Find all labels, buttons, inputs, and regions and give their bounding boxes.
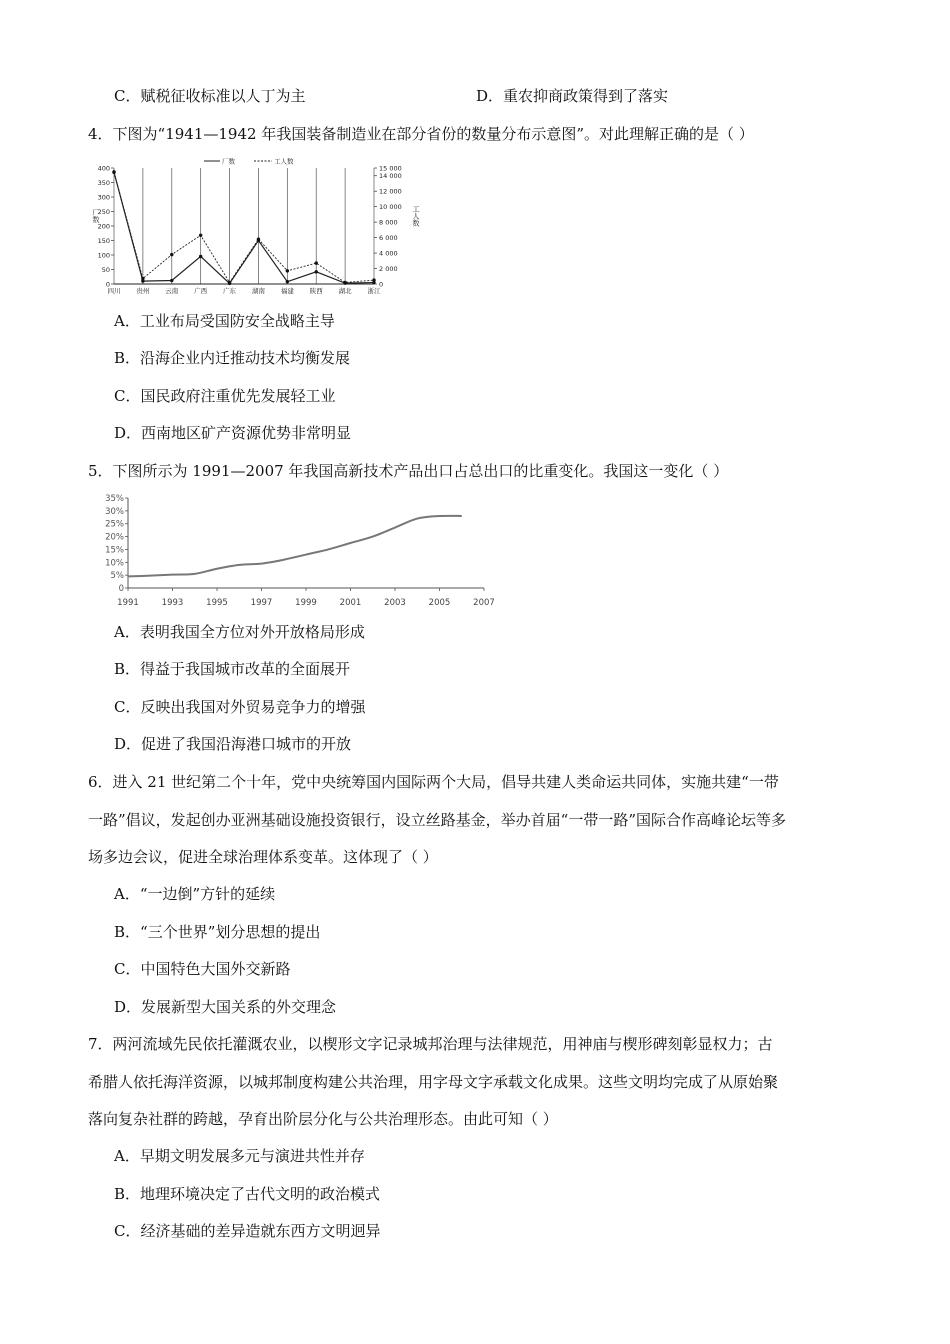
q5-chart-axes: [105, 494, 495, 608]
x-tick-label: 1997: [250, 598, 273, 608]
prev-option-c: C．赋税征收标准以人丁为主: [114, 87, 306, 105]
q6-stem-line-1: 6．进入 21 世纪第二个十年，党中央统筹国内国际两个大局，倡导共建人类命运共同体，实施共建“一带: [88, 773, 779, 791]
q5-stem: 5．下图所示为 1991—2007 年我国高新技术产品出口占总出口的比重变化。我国这一变化（ ）: [88, 462, 729, 480]
x-tick-label: 四川: [107, 287, 121, 295]
q4-option-d: D．西南地区矿产资源优势非常明显: [114, 424, 352, 442]
data-point: [170, 253, 173, 256]
data-point: [228, 281, 231, 284]
y-tick-label: 0: [105, 280, 110, 289]
data-point: [372, 278, 375, 281]
y-tick-label: 10%: [105, 558, 124, 569]
x-tick-label: 广东: [223, 287, 237, 295]
y2-tick-label: 14 000: [379, 172, 402, 181]
q5-chart: [92, 492, 502, 614]
y2-tick-label: 15 000: [379, 164, 402, 173]
legend-label-workers: 工人数: [274, 157, 294, 166]
q4-option-a: A．工业布局受国防安全战略主导: [114, 312, 335, 330]
y-tick-label: 30%: [105, 506, 124, 517]
y-tick-label: 0: [118, 584, 124, 594]
y2-axis-title: 工人数: [412, 205, 420, 227]
x-tick-label: 广西: [194, 287, 208, 295]
data-point: [199, 255, 202, 258]
y2-tick-label: 0: [379, 280, 384, 289]
x-tick-label: 贵州: [136, 287, 150, 295]
y-tick-label: 300: [97, 193, 110, 202]
x-tick-label: 2003: [384, 598, 406, 608]
x-tick-label: 福建: [280, 287, 294, 295]
y2-tick-label: 6 000: [379, 234, 398, 243]
y-tick-label: 15%: [105, 545, 124, 556]
q5-option-b: B．得益于我国城市改革的全面展开: [114, 660, 351, 678]
q6-option-a: A．“一边倒”方针的延续: [114, 885, 276, 903]
x-tick-label: 云南: [165, 287, 179, 295]
x-tick-label: 1991: [117, 598, 139, 608]
q6-option-d: D．发展新型大国关系的外交理念: [114, 998, 337, 1016]
data-point: [315, 270, 318, 273]
series-line-factories: [114, 172, 374, 283]
data-point: [141, 277, 144, 280]
data-point: [170, 279, 173, 282]
x-tick-label: 2001: [339, 598, 362, 608]
data-point: [286, 269, 289, 272]
q6-stem-line-3: 场多边会议，促进全球治理体系变革。这体现了（ ）: [88, 848, 438, 866]
y-tick-label: 350: [97, 179, 110, 187]
q7-stem-line-1: 7．两河流域先民依托灌溉农业，以楔形文字记录城邦治理与法律规范，用神庙与楔形碑刻彰显权力；古: [88, 1035, 773, 1053]
q4-chart: [92, 156, 422, 304]
q6-option-c: C．中国特色大国外交新路: [114, 960, 291, 978]
y-tick-label: 250: [97, 208, 110, 216]
x-tick-label: 1995: [206, 598, 228, 608]
series-line-workers: [114, 172, 374, 283]
y2-tick-label: 2 000: [379, 265, 398, 274]
x-tick-label: 1993: [161, 598, 184, 608]
x-tick-label: 湖南: [251, 287, 265, 295]
y2-tick-label: 12 000: [379, 187, 402, 196]
y2-tick-label: 10 000: [379, 203, 402, 212]
data-point: [343, 281, 346, 284]
q4-stem: 4．下图为“1941—1942 年我国装备制造业在部分省份的数量分布示意图”。对此理解正确的是（ ）: [88, 125, 754, 143]
series-line-share: [128, 516, 462, 577]
q4-chart-grid: [114, 168, 374, 284]
y2-tick-label: 4 000: [379, 249, 398, 258]
x-tick-label: 浙江: [367, 287, 381, 295]
x-tick-label: 湖北: [338, 287, 352, 295]
q6-stem-line-2: 一路”倡议，发起创办亚洲基础设施投资银行，设立丝路基金，举办首届“一带一路”国际合作高峰论坛等多: [88, 811, 787, 829]
y-tick-label: 50: [101, 266, 110, 274]
q5-option-d: D．促进了我国沿海港口城市的开放: [114, 735, 352, 753]
q7-option-a: A．早期文明发展多元与演进共性并存: [114, 1147, 365, 1165]
data-point: [257, 237, 260, 240]
q7-stem-line-3: 落向复杂社群的跨越，孕育出阶层分化与公共治理形态。由此可知（ ）: [88, 1110, 558, 1128]
q5-option-c: C．反映出我国对外贸易竞争力的增强: [114, 698, 366, 716]
y-tick-label: 100: [97, 251, 110, 260]
data-point: [199, 234, 202, 237]
x-tick-label: 1999: [295, 598, 317, 608]
y-tick-label: 400: [97, 164, 110, 173]
y-tick-label: 150: [97, 237, 110, 245]
q4-option-c: C．国民政府注重优先发展轻工业: [114, 387, 336, 405]
prev-option-d: D．重农抑商政策得到了落实: [476, 87, 669, 105]
x-tick-label: 陕西: [309, 287, 323, 295]
q4-chart-legend: [204, 157, 294, 166]
q6-option-b: B．“三个世界”划分思想的提出: [114, 923, 321, 941]
legend-label-factories: 厂数: [222, 157, 235, 166]
q7-option-b: B．地理环境决定了古代文明的政治模式: [114, 1185, 381, 1203]
y-tick-label: 20%: [105, 532, 124, 543]
q4-chart-series: [112, 170, 375, 285]
q7-stem-line-2: 希腊人依托海洋资源，以城邦制度构建公共治理，用字母文字承载文化成果。这些文明均完成了从原始聚: [88, 1073, 779, 1091]
q4-option-b: B．沿海企业内迁推动技术均衡发展: [114, 349, 351, 367]
y-tick-label: 25%: [105, 519, 124, 530]
x-tick-label: 2005: [428, 598, 451, 608]
data-point: [286, 280, 289, 283]
y-tick-label: 35%: [105, 494, 124, 504]
q7-option-c: C．经济基础的差异造就东西方文明迥异: [114, 1222, 381, 1240]
data-point: [112, 170, 115, 173]
y2-tick-label: 8 000: [379, 218, 398, 227]
y-tick-label: 200: [97, 222, 110, 231]
y-tick-label: 5%: [110, 571, 124, 582]
x-tick-label: 2007: [473, 598, 495, 608]
q5-chart-series: [128, 516, 462, 577]
q5-option-a: A．表明我国全方位对外开放格局形成: [114, 623, 365, 641]
data-point: [315, 261, 318, 264]
y-axis-title: 厂数: [92, 209, 100, 223]
